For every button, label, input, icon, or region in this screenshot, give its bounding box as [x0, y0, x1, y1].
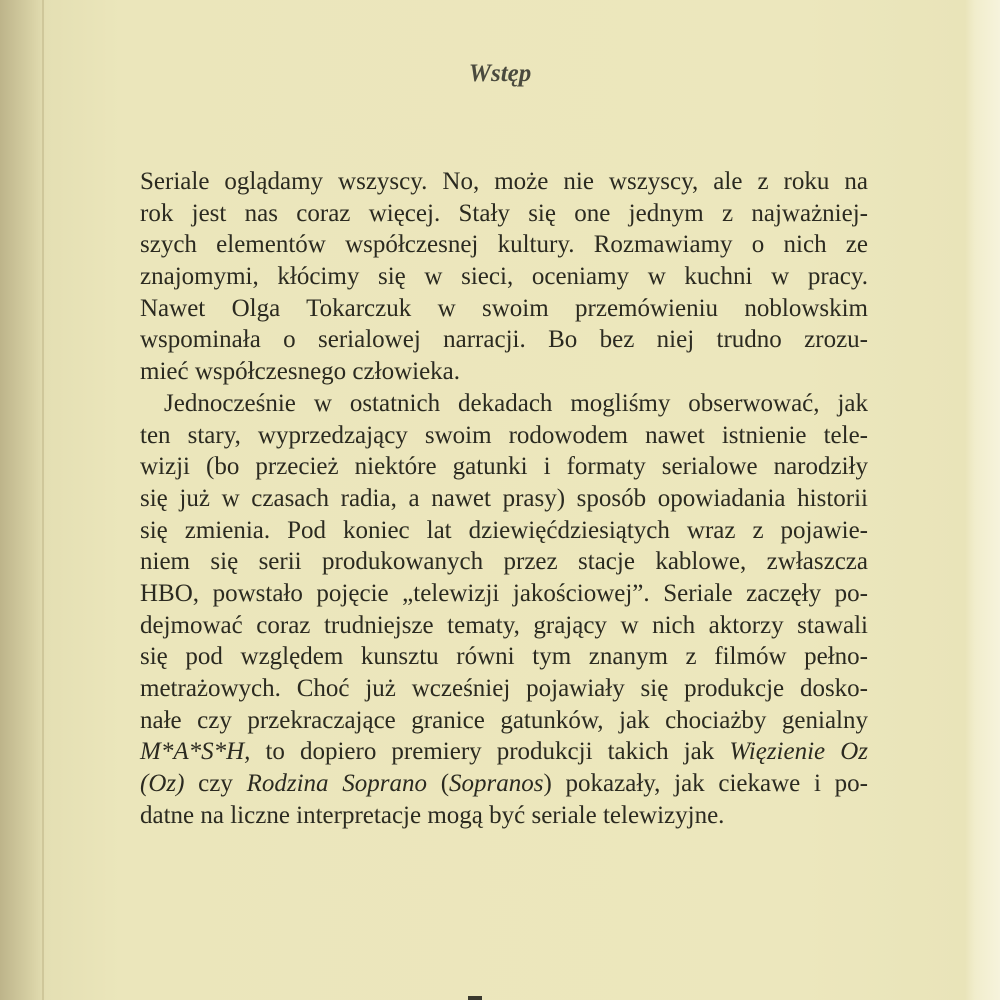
text-line [140, 515, 868, 547]
text-segment: się już w czasach radia, a nawet prasy) sposób opowiadania historii [140, 484, 868, 512]
text-segment: Nawet Olga Tokarczuk w swoim przemówieniu noblowskim [140, 294, 868, 322]
book-gutter [42, 0, 44, 1000]
text-line [140, 546, 868, 578]
italic-title: Więzienie Oz [729, 738, 868, 766]
paragraph [140, 166, 868, 388]
text-line [140, 166, 868, 198]
text-line [140, 451, 868, 483]
text-segment: HBO, powstało pojęcie „telewizji jakościowej”. Seriale zaczęły po- [140, 579, 868, 607]
text-line [140, 198, 868, 230]
text-segment: ( [426, 770, 450, 798]
text-line [140, 388, 868, 420]
page-number-fragment [468, 996, 482, 1000]
text-segment: metrażowych. Choć już wcześniej pojawiały się produkcje dosko- [140, 675, 868, 702]
italic-title: (Oz) [140, 770, 185, 798]
text-segment: datne na liczne interpretacje mogą być seriale telewizyjne. [140, 801, 725, 829]
text-segment: ten stary, wyprzedzający swoim rodowodem nawet istnienie tele- [140, 421, 868, 449]
text-line [140, 610, 868, 642]
text-line [140, 578, 868, 610]
text-segment: się zmienia. Pod koniec lat dziewięćdziesiątych wraz z pojawie- [140, 516, 868, 544]
text-segment: wizji (bo przecież niektóre gatunki i formaty serialowe narodziły [140, 453, 868, 481]
text-segment: dejmować coraz trudniejsze tematy, grający w nich aktorzy stawali [140, 611, 868, 639]
text-segment: nałe czy przekraczające granice gatunków, jak chociażby genialny [140, 706, 868, 734]
text-line [140, 420, 868, 452]
text-segment: się pod względem kunsztu równi tym znanym z filmów pełno- [140, 643, 868, 671]
text-line [140, 229, 868, 261]
paragraph [140, 388, 868, 832]
text-line [140, 705, 868, 737]
text-segment: niem się serii produkowanych przez stacje kablowe, zwłaszcza [140, 548, 868, 576]
text-segment: mieć współczesnego człowieka. [140, 358, 461, 386]
text-line [140, 356, 868, 388]
text-segment: ) pokazały, jak ciekawe i po- [543, 770, 868, 798]
text-line [140, 293, 868, 325]
text-segment: Seriale oglądamy wszyscy. No, może nie wszyscy, ale z roku na [140, 168, 868, 195]
text-segment: wspominała o serialowej narracji. Bo bez niej trudno zrozu- [140, 326, 868, 354]
text-segment: szych elementów współczesnej kultury. Rozmawiamy o nich ze [140, 231, 868, 259]
text-segment: czy [184, 770, 247, 798]
chapter-title: Wstęp [468, 60, 532, 87]
text-line [140, 324, 868, 356]
italic-title: M*A*S*H, [140, 738, 251, 766]
text-segment: to dopiero premiery produkcji takich jak [250, 738, 730, 766]
italic-title: Sopranos [449, 770, 544, 798]
text-segment: rok jest nas coraz więcej. Stały się one jednym z najważniej- [140, 199, 868, 227]
text-line [140, 736, 868, 768]
text-segment: Jednocześnie w ostatnich dekadach mogliśmy obserwować, jak [164, 389, 868, 417]
text-segment: znajomymi, kłócimy się w sieci, oceniamy w kuchni w pracy. [140, 263, 868, 291]
text-line [140, 673, 868, 705]
text-line [140, 483, 868, 515]
text-line [140, 768, 868, 800]
text-line [140, 261, 868, 293]
body-text [140, 166, 868, 831]
text-line [140, 800, 868, 832]
text-line [140, 641, 868, 673]
italic-title: Rodzina Soprano [246, 770, 427, 798]
